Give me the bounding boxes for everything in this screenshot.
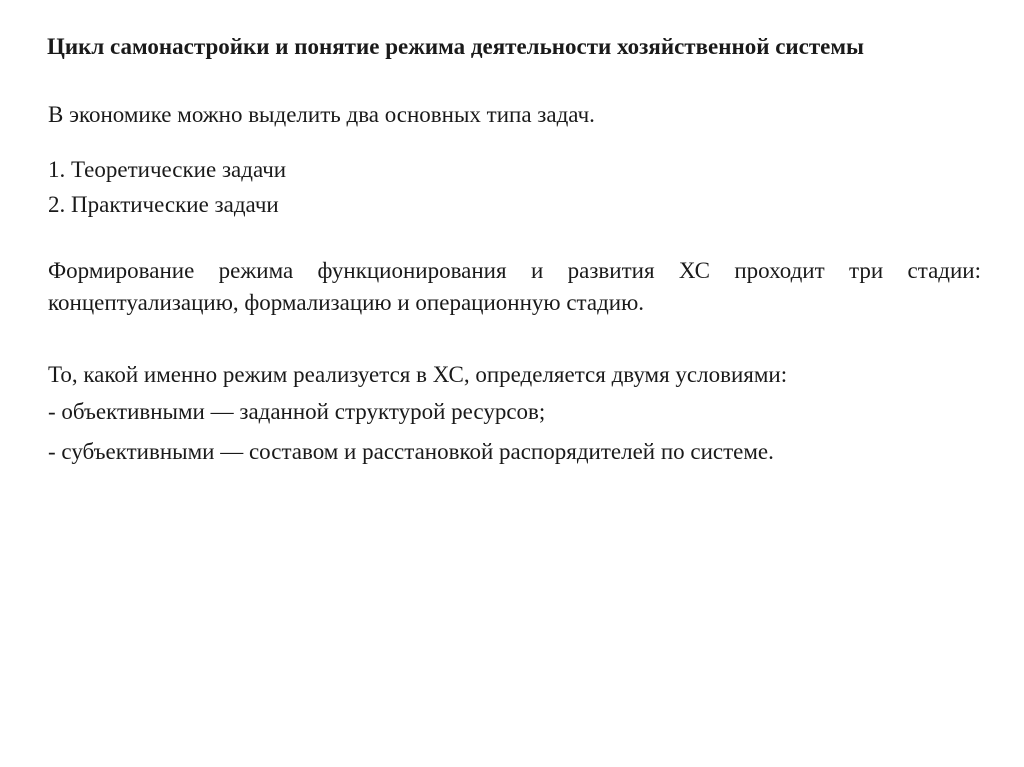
task-type-item: 2. Практические задачи [48,192,279,217]
intro-text: В экономике можно выделить два основных типа задач. [48,102,595,127]
formation-paragraph: Формирование режима функционирования и развития ХС проходит три стадии: концептуализацию, формализацию и операционную стадию. [48,258,981,315]
slide-title: Цикл самонастройки и понятие режима деятельности хозяйственной системы [47,34,865,59]
conditions-intro: То, какой именно режим реализуется в ХС, определяется двумя условиями: [48,362,788,387]
condition-item: - объективными — заданной структурой ресурсов; [48,399,546,424]
task-type-item: 1. Теоретические задачи [48,157,287,182]
condition-item: - субъективными — составом и расстановкой распорядителей по системе. [48,439,774,464]
